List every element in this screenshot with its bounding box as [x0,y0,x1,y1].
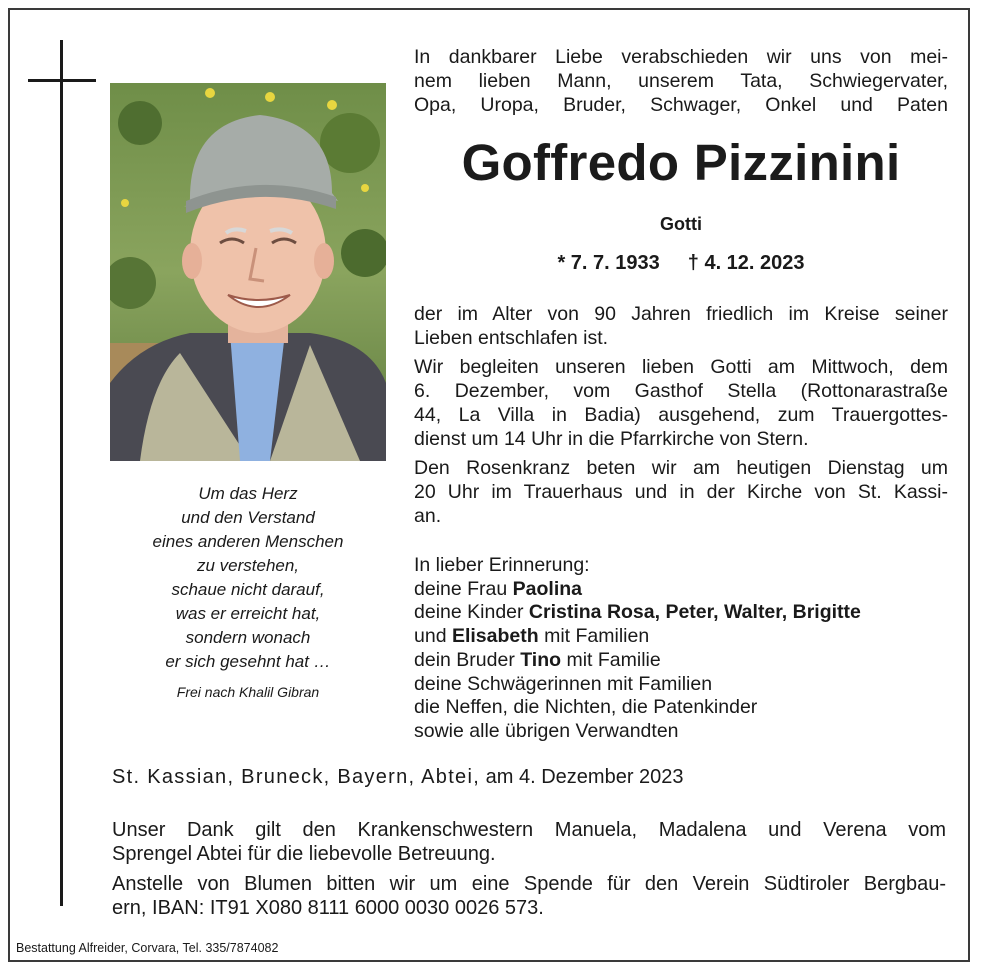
remembrance-wife [414,578,948,602]
brother-suffix: mit Familie [561,648,661,671]
intro-line: Opa, Uropa, Bruder, Schwager, Onkel und Paten [414,94,948,116]
remembrance-relatives: sowie alle übrigen Verwandten [414,719,679,742]
paragraph-line: dienst um 14 Uhr in die Pfarrkirche von Stern. [414,428,809,450]
age-paragraph [414,302,948,350]
paragraph-line: der im Alter von 90 Jahren friedlich im Kreise seiner [414,303,948,325]
remembrance-children [414,601,948,625]
place-and-date [112,765,684,789]
brother-prefix: dein Bruder [414,648,521,671]
wife-name: Paolina [512,577,583,600]
paragraph-line: 44, La Villa in Badia) ausgehend, zum Trauergottes- [414,404,948,426]
paragraph-line: Wir begleiten unseren lieben Gotti am Mittwoch, dem [414,356,948,378]
paragraph-line: 20 Uhr im Trauerhaus und in der Kirche von St. Kassi- [414,481,948,503]
quote-line: zu verstehen, [196,556,300,575]
life-dates [414,252,948,275]
quote-block [120,482,376,704]
cross-vertical-bar [60,40,63,906]
paragraph-line: Lieben entschlafen ist. [414,327,609,349]
intro-line: In dankbarer Liebe verabschieden wir uns von mei- [414,46,948,68]
paragraph-line: 6. Dezember, vom Gasthof Stella (Rottonarastraße [414,380,948,402]
funeral-home-footer: Bestattung Alfreider, Corvara, Tel. 335/7874082 [16,941,279,955]
donation-line: Anstelle von Blumen bitten wir um eine Spende für den Verein Südtiroler Bergbau- [112,873,946,895]
deceased-name: Goffredo Pizzinini [461,134,901,191]
children-names: Cristina Rosa, Peter, Walter, Brigitte [528,601,861,624]
brother-name: Tino [520,648,562,671]
quote-line: Um das Herz [198,484,298,503]
quote-line: er sich gesehnt hat … [165,652,331,671]
remembrance-sisters-in-law: deine Schwägerinnen mit Familien [414,672,713,695]
and-suffix: mit Familien [538,625,650,648]
children-prefix: deine Kinder [414,601,529,624]
cross-horizontal-bar [28,79,96,82]
thanks-paragraph [112,818,946,866]
deceased-nickname: Gotti [660,214,702,234]
thanks-line: Sprengel Abtei für die liebevolle Betreuung. [112,843,496,865]
intro-line: nem lieben Mann, unserem Tata, Schwiegervater, [414,70,948,92]
remembrance-children-cont [414,625,948,649]
and-prefix: und [414,625,452,648]
quote-line: schaue nicht darauf, [171,580,325,599]
death-date: † 4. 12. 2023 [687,252,805,274]
notice-date: am 4. Dezember 2023 [480,766,684,788]
child-last-name: Elisabeth [451,625,539,648]
rosary-paragraph [414,456,948,528]
quote-line: und den Verstand [181,508,315,527]
donation-paragraph [112,872,946,920]
funeral-paragraph [414,355,948,451]
remembrance-list [414,554,948,744]
wife-prefix: deine Frau [414,577,513,600]
quote-line: was er erreicht hat, [175,604,321,623]
donation-line: ern, IBAN: IT91 X080 8111 6000 0030 0026 573. [112,897,544,919]
places: St. Kassian, Bruneck, Bayern, Abtei, [112,766,481,788]
remembrance-brother [414,649,948,673]
quote-attribution: Frei nach Khalil Gibran [176,684,320,700]
paragraph-line: Den Rosenkranz beten wir am heutigen Dienstag um [414,457,948,479]
portrait-photo [110,83,386,461]
thanks-line: Unser Dank gilt den Krankenschwestern Manuela, Madalena und Verena vom [112,819,946,841]
remembrance-nephews: die Neffen, die Nichten, die Patenkinder [414,696,758,719]
quote-line: eines anderen Menschen [152,532,344,551]
intro-text [414,45,948,117]
birth-date: * 7. 7. 1933 [557,252,660,274]
paragraph-line: an. [414,505,442,527]
quote-line: sondern wonach [185,628,311,647]
remembrance-heading: In lieber Erinnerung: [414,554,590,576]
